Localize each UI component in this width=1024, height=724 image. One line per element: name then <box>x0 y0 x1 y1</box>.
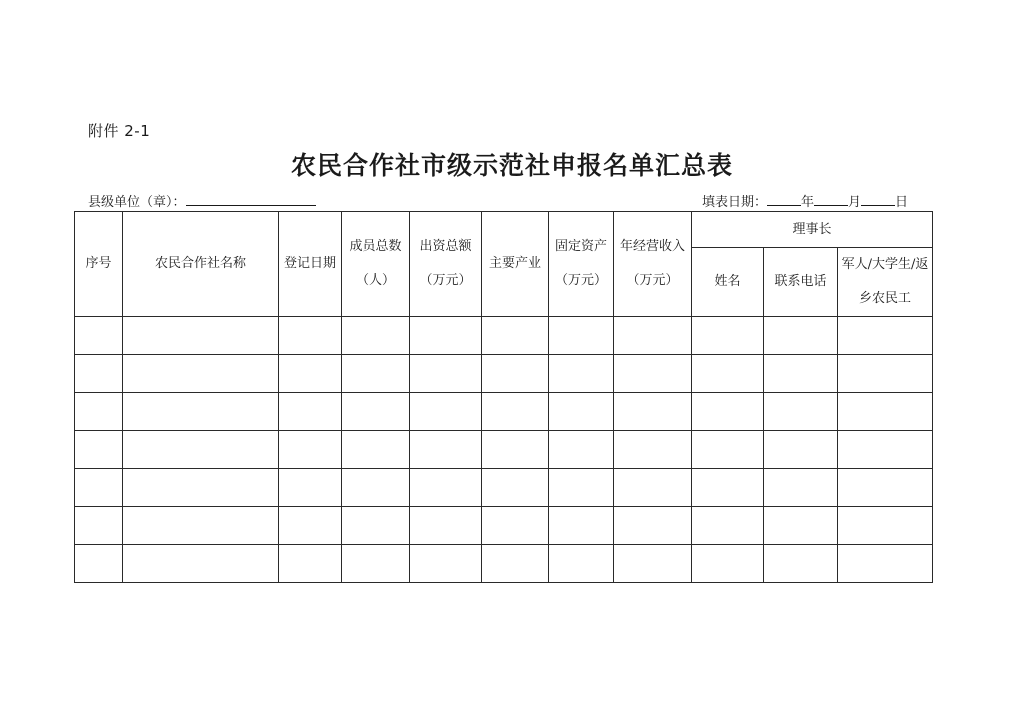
table-row <box>75 545 933 583</box>
table-cell[interactable] <box>692 317 764 355</box>
table-cell[interactable] <box>75 355 123 393</box>
month-label: 月 <box>847 195 861 210</box>
table-cell[interactable] <box>123 431 279 469</box>
table-cell[interactable] <box>342 317 410 355</box>
day-label: 日 <box>894 195 908 210</box>
table-cell[interactable] <box>279 355 342 393</box>
table-cell[interactable] <box>75 507 123 545</box>
table-cell[interactable] <box>410 431 482 469</box>
table-cell[interactable] <box>410 393 482 431</box>
table-row <box>75 431 933 469</box>
table-cell[interactable] <box>123 507 279 545</box>
table-row <box>75 355 933 393</box>
table-cell[interactable] <box>410 545 482 583</box>
table-cell[interactable] <box>75 317 123 355</box>
header-annual-revenue: 年经营收入（万元） <box>614 212 692 317</box>
table-cell[interactable] <box>692 469 764 507</box>
table-cell[interactable] <box>279 507 342 545</box>
table-cell[interactable] <box>410 507 482 545</box>
table-cell[interactable] <box>838 469 933 507</box>
table-cell[interactable] <box>692 507 764 545</box>
table-cell[interactable] <box>549 431 614 469</box>
table-cell[interactable] <box>342 469 410 507</box>
table-cell[interactable] <box>123 393 279 431</box>
county-unit-blank[interactable] <box>186 193 316 206</box>
table-cell[interactable] <box>614 507 692 545</box>
table-row <box>75 469 933 507</box>
table-cell[interactable] <box>342 507 410 545</box>
table-cell[interactable] <box>123 469 279 507</box>
table-cell[interactable] <box>342 355 410 393</box>
table-cell[interactable] <box>549 545 614 583</box>
table-cell[interactable] <box>75 545 123 583</box>
table-cell[interactable] <box>482 545 549 583</box>
table-cell[interactable] <box>838 507 933 545</box>
table-cell[interactable] <box>764 507 838 545</box>
table-cell[interactable] <box>692 393 764 431</box>
table-cell[interactable] <box>838 431 933 469</box>
table-cell[interactable] <box>279 317 342 355</box>
table-cell[interactable] <box>482 317 549 355</box>
day-blank[interactable] <box>861 193 895 206</box>
table-cell[interactable] <box>75 431 123 469</box>
table-cell[interactable] <box>75 469 123 507</box>
table-body <box>75 317 933 583</box>
header-fixed-assets: 固定资产（万元） <box>549 212 614 317</box>
table-cell[interactable] <box>764 469 838 507</box>
table-cell[interactable] <box>279 545 342 583</box>
table-row <box>75 507 933 545</box>
header-chairman: 理事长 <box>692 212 933 248</box>
header-main-industry: 主要产业 <box>482 212 549 317</box>
month-blank[interactable] <box>814 193 848 206</box>
table-cell[interactable] <box>838 393 933 431</box>
table-cell[interactable] <box>764 431 838 469</box>
table-cell[interactable] <box>123 355 279 393</box>
table-cell[interactable] <box>482 355 549 393</box>
table-cell[interactable] <box>279 393 342 431</box>
header-chairman-type: 军人/大学生/返乡农民工 <box>838 248 933 317</box>
header-registration-date: 登记日期 <box>279 212 342 317</box>
table-cell[interactable] <box>549 393 614 431</box>
summary-table <box>74 211 933 583</box>
header-coop-name: 农民合作社名称 <box>123 212 279 317</box>
table-cell[interactable] <box>614 393 692 431</box>
table-cell[interactable] <box>614 431 692 469</box>
table-cell[interactable] <box>342 393 410 431</box>
page-title: 农民合作社市级示范社申报名单汇总表 <box>290 151 733 180</box>
fill-date-field <box>702 191 908 210</box>
table-cell[interactable] <box>614 545 692 583</box>
table-cell[interactable] <box>123 545 279 583</box>
table-cell[interactable] <box>482 431 549 469</box>
table-cell[interactable] <box>279 431 342 469</box>
table-row <box>75 317 933 355</box>
table-cell[interactable] <box>614 317 692 355</box>
header-serial: 序号 <box>75 212 123 317</box>
table-cell[interactable] <box>692 355 764 393</box>
table-cell[interactable] <box>549 355 614 393</box>
table-cell[interactable] <box>838 317 933 355</box>
table-cell[interactable] <box>75 393 123 431</box>
county-unit-field <box>88 191 316 210</box>
attachment-label: 附件 2-1 <box>88 122 151 140</box>
table-cell[interactable] <box>482 393 549 431</box>
table-cell[interactable] <box>410 317 482 355</box>
table-cell[interactable] <box>410 469 482 507</box>
header-members: 成员总数（人） <box>342 212 410 317</box>
table-cell[interactable] <box>692 431 764 469</box>
table-cell[interactable] <box>549 317 614 355</box>
table-cell[interactable] <box>614 355 692 393</box>
table-cell[interactable] <box>614 469 692 507</box>
table-cell[interactable] <box>764 355 838 393</box>
table-cell[interactable] <box>410 355 482 393</box>
header-chairman-name: 姓名 <box>692 248 764 317</box>
table-cell[interactable] <box>764 317 838 355</box>
table-cell[interactable] <box>838 545 933 583</box>
table-row <box>75 393 933 431</box>
fill-date-label: 填表日期： <box>701 195 767 210</box>
table-cell[interactable] <box>279 469 342 507</box>
year-label: 年 <box>800 195 814 210</box>
header-chairman-phone: 联系电话 <box>764 248 838 317</box>
table-cell[interactable] <box>549 469 614 507</box>
year-blank[interactable] <box>767 193 801 206</box>
table-cell[interactable] <box>838 355 933 393</box>
table-cell[interactable] <box>764 393 838 431</box>
county-unit-label: 县级单位（章）： <box>88 195 186 210</box>
table-cell[interactable] <box>549 507 614 545</box>
table-cell[interactable] <box>482 507 549 545</box>
table-cell[interactable] <box>123 317 279 355</box>
header-row-1 <box>75 212 933 248</box>
table-cell[interactable] <box>342 431 410 469</box>
table-cell[interactable] <box>482 469 549 507</box>
table-cell[interactable] <box>692 545 764 583</box>
table-cell[interactable] <box>342 545 410 583</box>
header-capital: 出资总额（万元） <box>410 212 482 317</box>
table-cell[interactable] <box>764 545 838 583</box>
